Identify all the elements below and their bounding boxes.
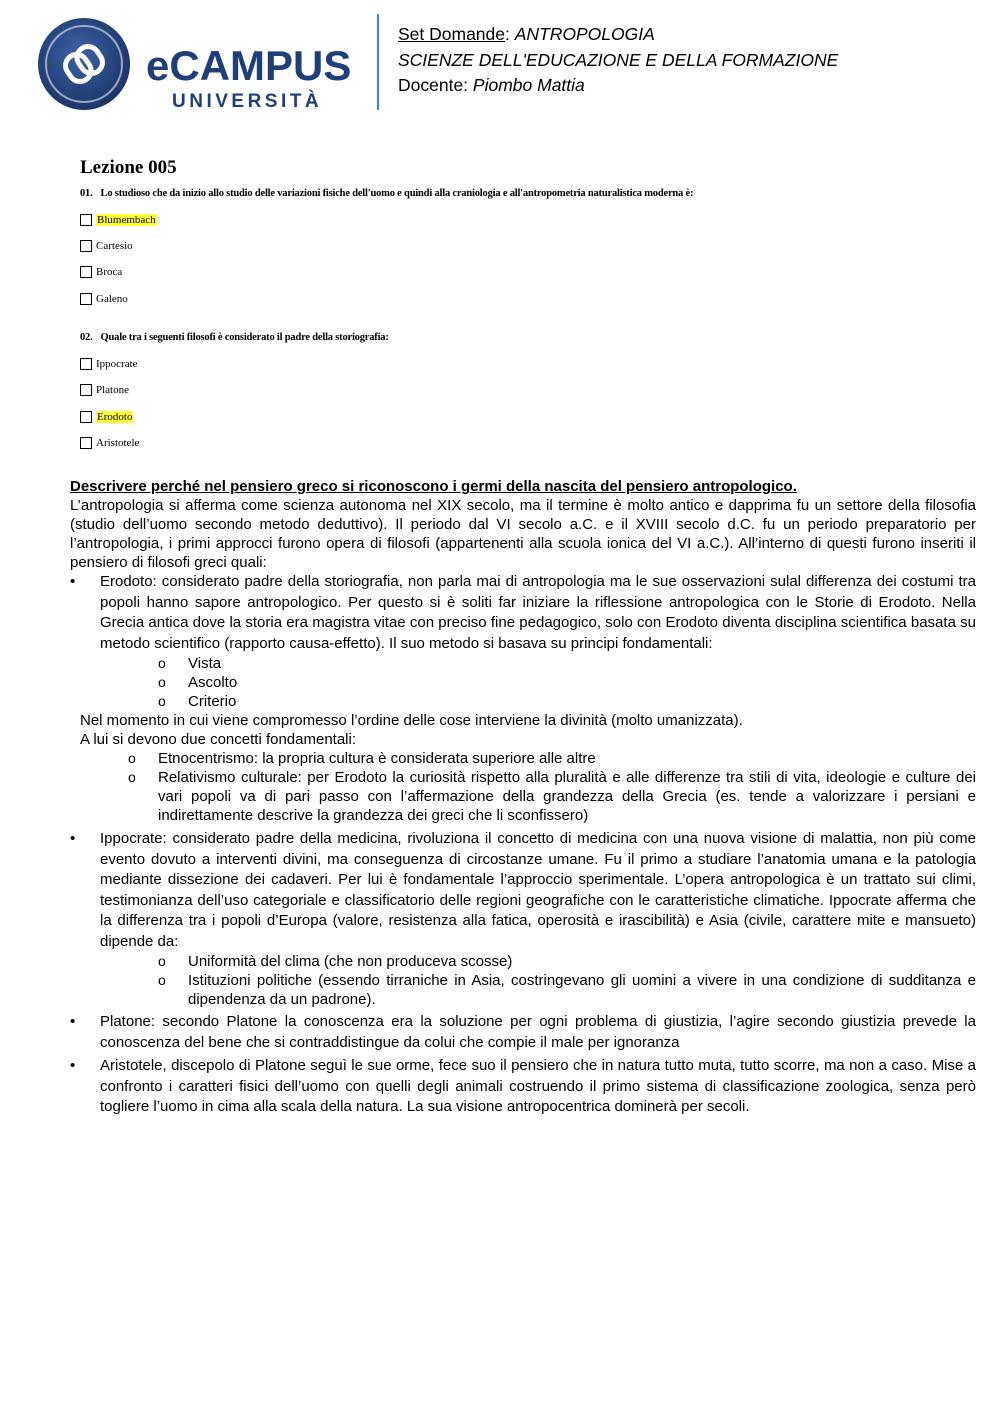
checkbox[interactable] xyxy=(80,240,92,252)
question-2 xyxy=(80,332,389,343)
option-label: Ippocrate xyxy=(96,358,138,370)
option-label: Platone xyxy=(96,384,129,396)
philosophers-list-2 xyxy=(70,829,976,1118)
list-item: o Etnocentrismo: la propria cultura è considerata superiore alle altre xyxy=(128,749,976,768)
set-line: Set Domande: ANTROPOLOGIA xyxy=(398,24,655,44)
option-label: Cartesio xyxy=(96,240,133,252)
concepts-list xyxy=(128,749,976,825)
option-label: Aristotele xyxy=(96,437,140,449)
option-blumembach[interactable] xyxy=(80,212,157,228)
svg-text:eCAMPUS: eCAMPUS xyxy=(146,42,352,89)
option-galeno[interactable] xyxy=(80,291,128,307)
philosophers-list xyxy=(70,572,976,711)
teacher-line xyxy=(398,73,838,99)
option-ippocrate[interactable] xyxy=(80,356,138,372)
list-item: o Istituzioni politiche (essendo tirraniche in Asia, costringevano gli uomini a vivere in una condizione di sudditanza e dipendenza da un padrone). xyxy=(158,971,976,1009)
erodoto-note-2: A lui si devono due concetti fondamentali: xyxy=(80,731,357,748)
checkbox[interactable] xyxy=(80,293,92,305)
erodoto-text: • Erodoto: considerato padre della storiografia, non parla mai di antropologia ma le sue osservazioni sulal differenza dei costumi tra popoli hanno sapore antropologico. Per questo si è soliti far iniziare la riflessione antropologica con le Storie di Erodoto. Nella Grecia antica dove la storia era magistra vitae con preciso fine pedagogico, solo con Erodoto diventa disciplina scientifica basata su metodo scientifico (rapporto causa-effetto). Il suo metodo si basava su principi fondamentali: xyxy=(100,573,976,652)
question-1 xyxy=(80,188,693,199)
header-divider xyxy=(377,14,379,110)
page-header xyxy=(0,0,1000,120)
option-label: Broca xyxy=(96,266,123,278)
option-erodoto[interactable] xyxy=(80,409,133,425)
lesson-title: Lezione 005 xyxy=(80,157,177,178)
principles-list xyxy=(158,654,976,711)
answer-title: Descrivere perché nel pensiero greco si riconoscono i germi della nascita del pensiero antropologico. xyxy=(70,478,797,495)
checkbox[interactable] xyxy=(80,266,92,278)
list-item-aristotele: • Aristotele, discepolo di Platone seguì le sue orme, fece suo il pensiero che in natura tutto muta, tutto scorre, ma non a caso. Mise a confronto i caratteri fisici dell’uomo con quelli degli animali costruendo il primo sistema di classificazione zoologica, senza però togliere l’uomo in cima alla scala della natura. La sua visione antropocentrica dominerà per secoli. xyxy=(70,1056,976,1118)
ippocrate-text: • Ippocrate: considerato padre della medicina, rivoluziona il concetto di medicina con una nuova visione di malattia, non più come evento dovuto a interventi divini, ma conseguenza di circostanze umane. Fu il primo a studiare l’anatomia umana e la patologia mediante dissezione dei cadaveri. Per lui è fondamentale l’approccio sperimentale. L’opera antropologica è un trattato sui climi, testimonianza dell’uso categoriale e classificatorio delle regioni geografiche con le caratteristiche climatiche. Ippocrate afferma che la differenza tra i popoli d’Europa (valore, resistenza alla fatica, operosità e irascibilità) e Asia (civile, carattere mite e mansueto) dipende da: xyxy=(100,830,976,950)
factors-list xyxy=(158,952,976,1009)
checkbox[interactable] xyxy=(80,358,92,370)
header-info xyxy=(398,22,838,99)
svg-text:UNIVERSITÀ: UNIVERSITÀ xyxy=(172,91,323,112)
list-item: o Ascolto xyxy=(158,673,976,692)
question-number: 01. xyxy=(80,188,93,199)
teacher-label: Docente: xyxy=(398,75,469,95)
list-item: o Vista xyxy=(158,654,976,673)
option-label: Blumembach xyxy=(97,214,156,226)
option-platone[interactable] xyxy=(80,382,129,398)
option-label: Galeno xyxy=(96,293,128,305)
ecampus-logo-icon xyxy=(34,14,364,114)
open-answer xyxy=(70,477,976,1118)
set-value: ANTROPOLOGIA xyxy=(514,24,655,44)
question-text: Quale tra i seguenti filosofi è considerato il padre della storiografia: xyxy=(100,332,389,343)
erodoto-note-1: Nel momento in cui viene compromesso l’ordine delle cose interviene la divinità (molto umanizzata). xyxy=(80,712,743,729)
answer-intro: L’antropologia si afferma come scienza autonoma nel XIX secolo, ma il termine è molto antico e dapprima fu un settore della filosofia (studio dell’uomo secondo metodo deduttivo). Il periodo dal VI secolo a.C. e il XVIII secolo d.C. fu un periodo preparatorio per l’antropologia, i primi approcci furono opera di filosofi (appartenenti alla scuola ionica del VI a.C.). All’interno di questi furono inseriti il pensiero di filosofi greci quali: xyxy=(70,497,976,571)
set-label: Set Domande xyxy=(398,24,506,44)
list-item-erodoto xyxy=(70,572,976,711)
checkbox[interactable] xyxy=(80,214,92,226)
checkbox[interactable] xyxy=(80,384,92,396)
list-item: o Relativismo culturale: per Erodoto la curiosità rispetto alla pluralità e alle differenze tra stili di vita, ideologie e culture dei vari popoli va di pari passo con l’affermazione della grandezza della Grecia (es. tende a valorizzare i persiani e indirettamente descrive la grandezza dei greci che li sconfissero) xyxy=(128,768,976,825)
option-aristotele[interactable] xyxy=(80,435,139,451)
course-line xyxy=(398,48,838,74)
list-item-ippocrate xyxy=(70,829,976,1009)
option-label: Erodoto xyxy=(97,411,133,423)
question-text: Lo studioso che da inizio allo studio delle variazioni fisiche dell'uomo e quindi alla craniologia e all'antropometria naturalistica moderna è: xyxy=(100,188,694,199)
list-item-platone: • Platone: secondo Platone la conoscenza era la soluzione per ogni problema di giustizia, l’agire secondo giustizia prevede la conoscenza del bene che si contraddistingue da colui che compie il male per ignoranza xyxy=(70,1012,976,1053)
question-number: 02. xyxy=(80,332,93,343)
list-item: o Criterio xyxy=(158,692,976,711)
list-item: o Uniformità del clima (che non produceva scosse) xyxy=(158,952,976,971)
ecampus-logo xyxy=(34,14,364,114)
checkbox[interactable] xyxy=(80,411,92,423)
option-cartesio[interactable] xyxy=(80,238,133,254)
course-name: SCIENZE DELL'EDUCAZIONE E DELLA FORMAZIONE xyxy=(398,49,839,70)
checkbox[interactable] xyxy=(80,437,92,449)
teacher-name: Piombo Mattia xyxy=(472,75,585,95)
option-broca[interactable] xyxy=(80,264,122,280)
